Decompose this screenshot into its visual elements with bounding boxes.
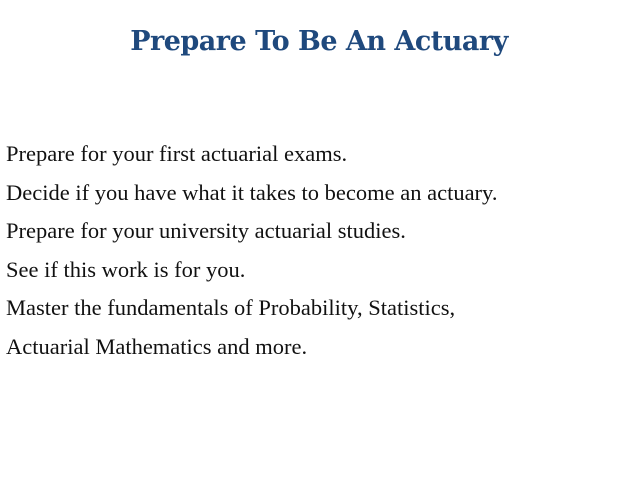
text-line-5: Master the fundamentals of Probability, Statistics, bbox=[6, 295, 456, 320]
text-line-3: Prepare for your university actuarial studies. bbox=[6, 218, 406, 243]
slide-title: Prepare To Be An Actuary bbox=[130, 26, 508, 57]
text-line-4: See if this work is for you. bbox=[6, 256, 246, 282]
text-line-6: Actuarial Mathematics and more. bbox=[6, 333, 308, 359]
text-line-2: Decide if you have what it takes to become an actuary. bbox=[6, 179, 498, 205]
text-line-1: Prepare for your first actuarial exams. bbox=[6, 141, 348, 166]
body-text bbox=[6, 135, 634, 366]
